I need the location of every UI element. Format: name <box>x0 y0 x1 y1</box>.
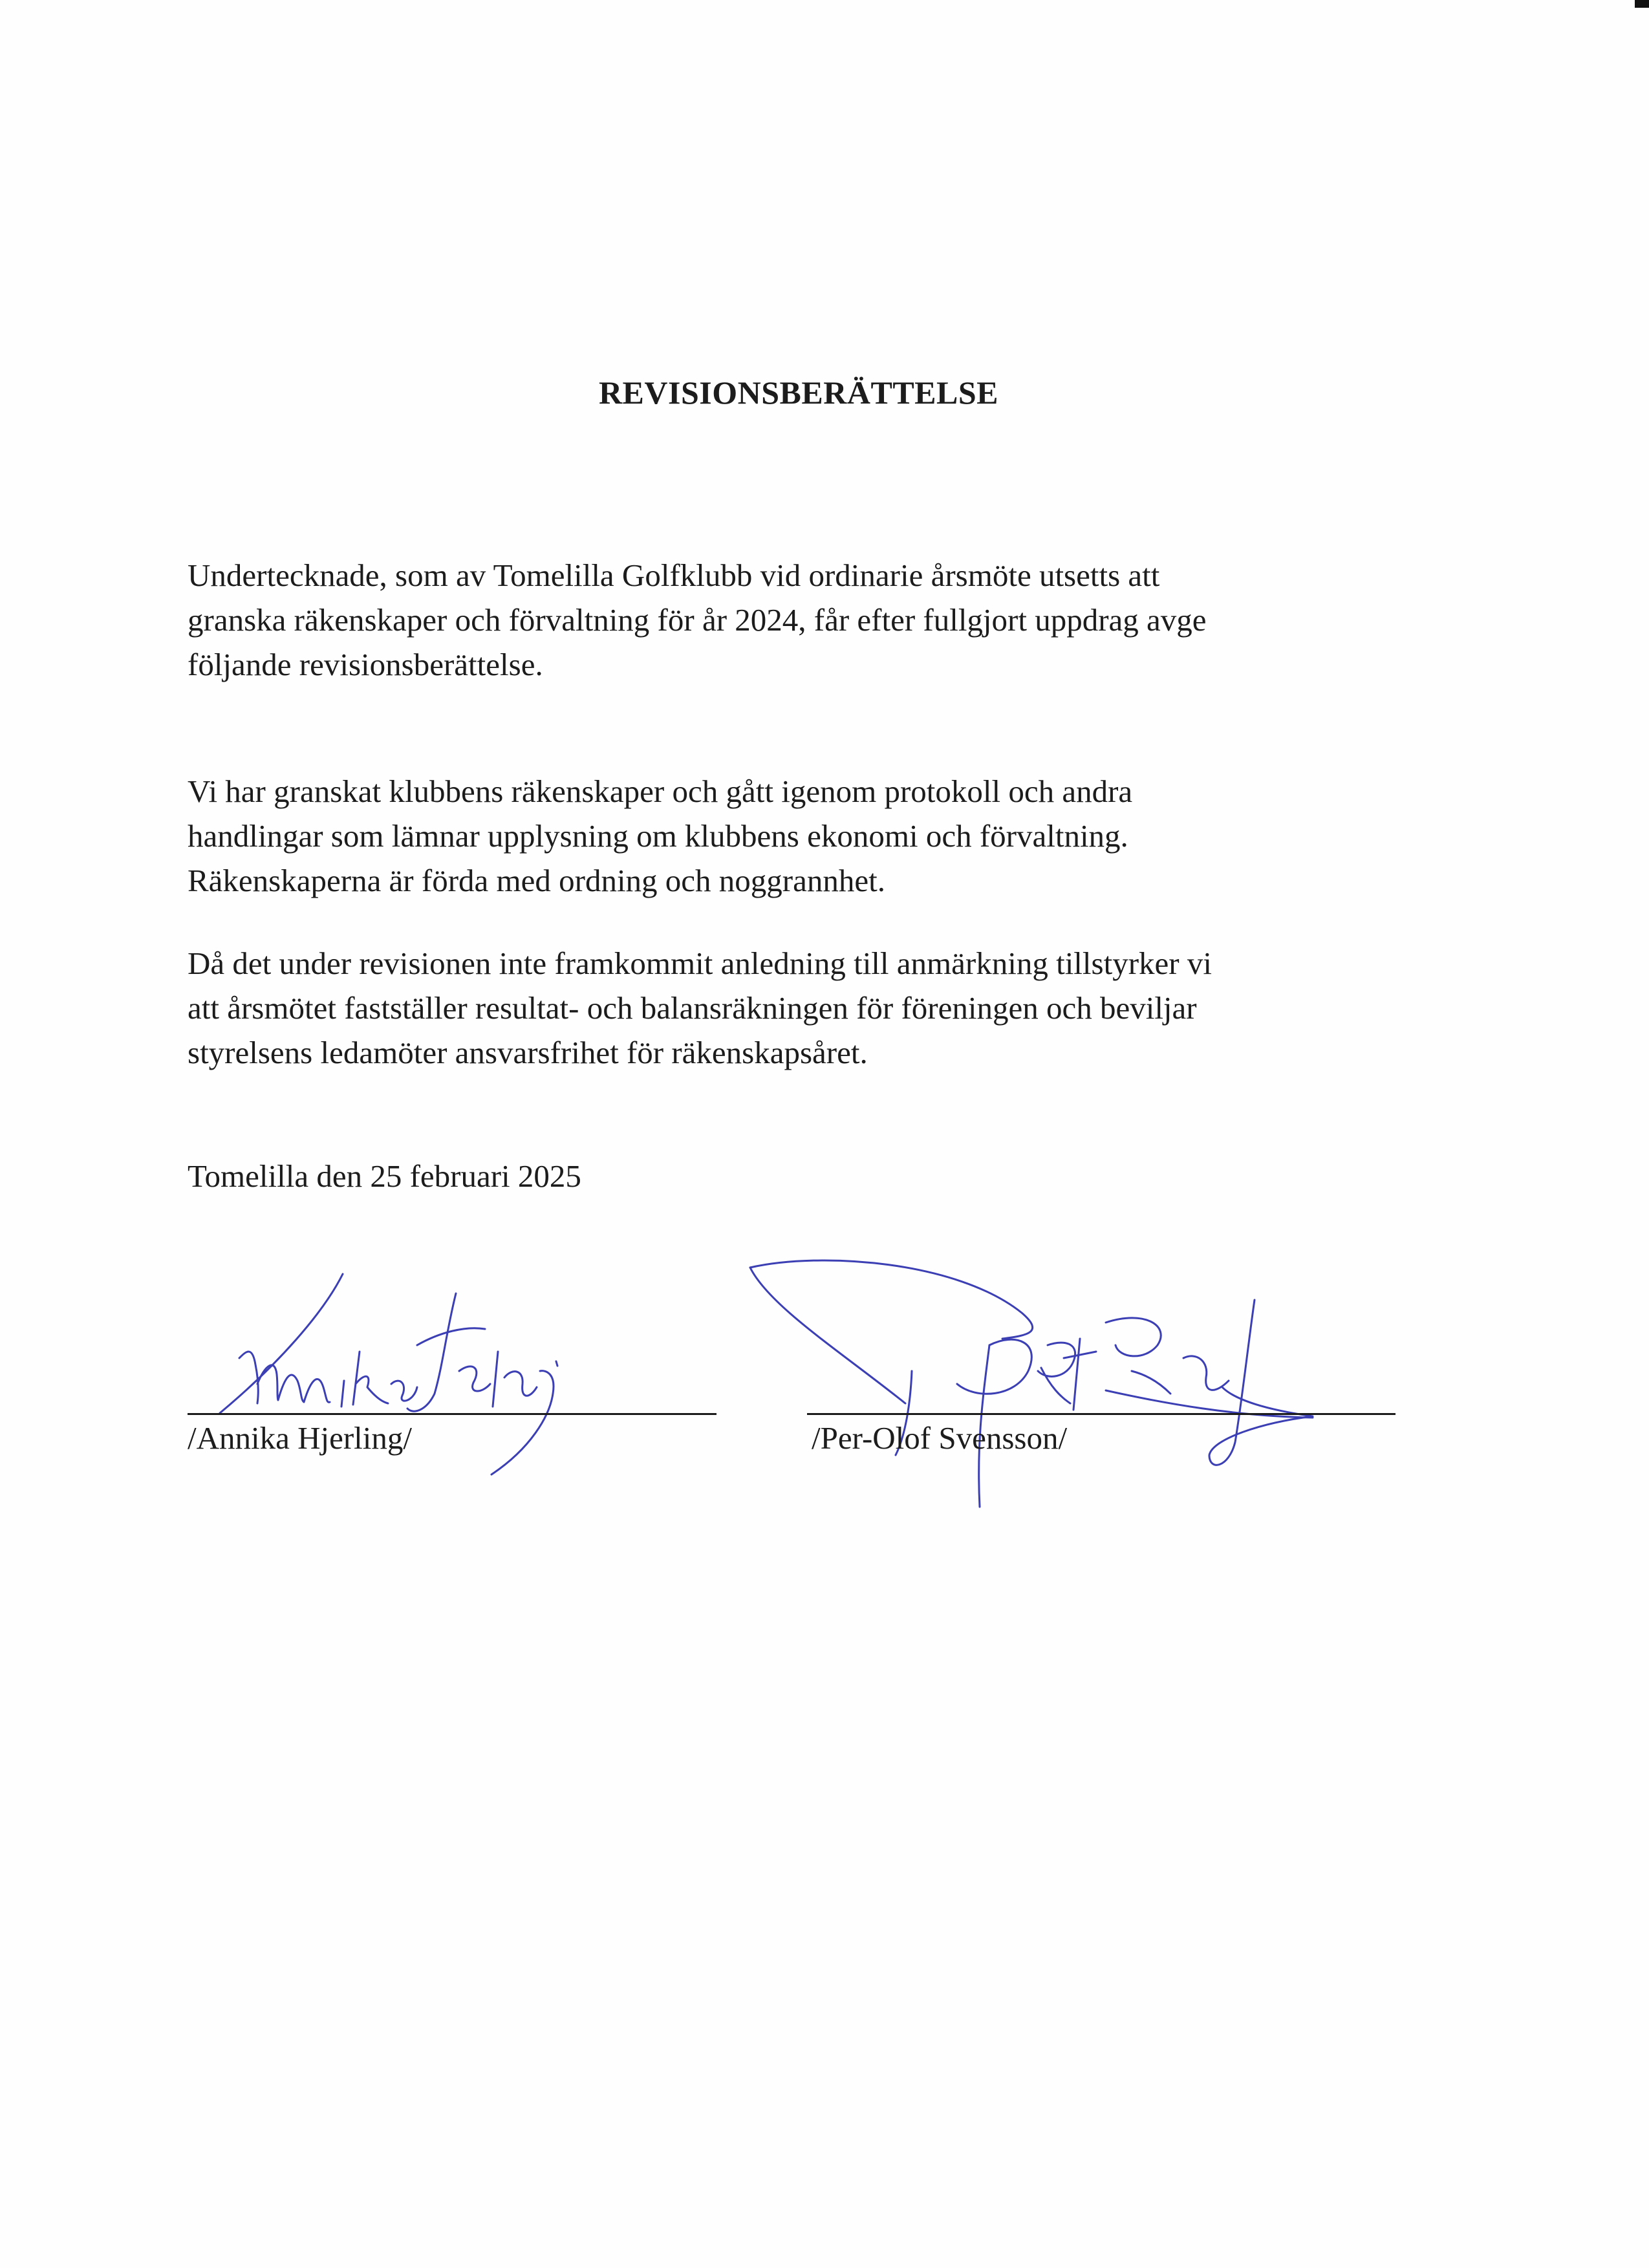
paragraph-audit <box>188 769 1481 903</box>
paragraph-intro <box>188 553 1481 687</box>
paragraph-conclusion <box>188 941 1481 1075</box>
paragraph-line: handlingar som lämnar upplysning om klubbens ekonomi och förvaltning. <box>188 818 1128 854</box>
signatory-name: /Per-Olof Svensson/ <box>812 1420 1068 1456</box>
place-date: Tomelilla den 25 februari 2025 <box>188 1158 581 1194</box>
signature-line <box>807 1413 1396 1415</box>
signatory-name: /Annika Hjerling/ <box>188 1420 413 1456</box>
paragraph-line: Räkenskaperna är förda med ordning och noggrannhet. <box>188 863 885 898</box>
signature-line <box>188 1413 717 1415</box>
document-title: REVISIONSBERÄTTELSE <box>598 374 999 411</box>
paragraph-line: styrelsens ledamöter ansvarsfrihet för räkenskapsåret. <box>188 1035 868 1070</box>
paragraph-line: Då det under revisionen inte framkommit anledning till anmärkning tillstyrker vi <box>188 945 1212 981</box>
paragraph-line: Undertecknade, som av Tomelilla Golfklubb vid ordinarie årsmöte utsetts att <box>188 557 1160 593</box>
signature-per-olof-svensson <box>744 1248 1358 1520</box>
paragraph-line: granska räkenskaper och förvaltning för år 2024, får efter fullgjort uppdrag avge <box>188 602 1207 638</box>
paragraph-line: följande revisionsberättelse. <box>188 647 543 682</box>
paragraph-line: Vi har granskat klubbens räkenskaper och gått igenom protokoll och andra <box>188 773 1133 809</box>
scan-edge-mark <box>1635 0 1649 8</box>
paragraph-line: att årsmötet fastställer resultat- och balansräkningen för föreningen och beviljar <box>188 990 1197 1026</box>
